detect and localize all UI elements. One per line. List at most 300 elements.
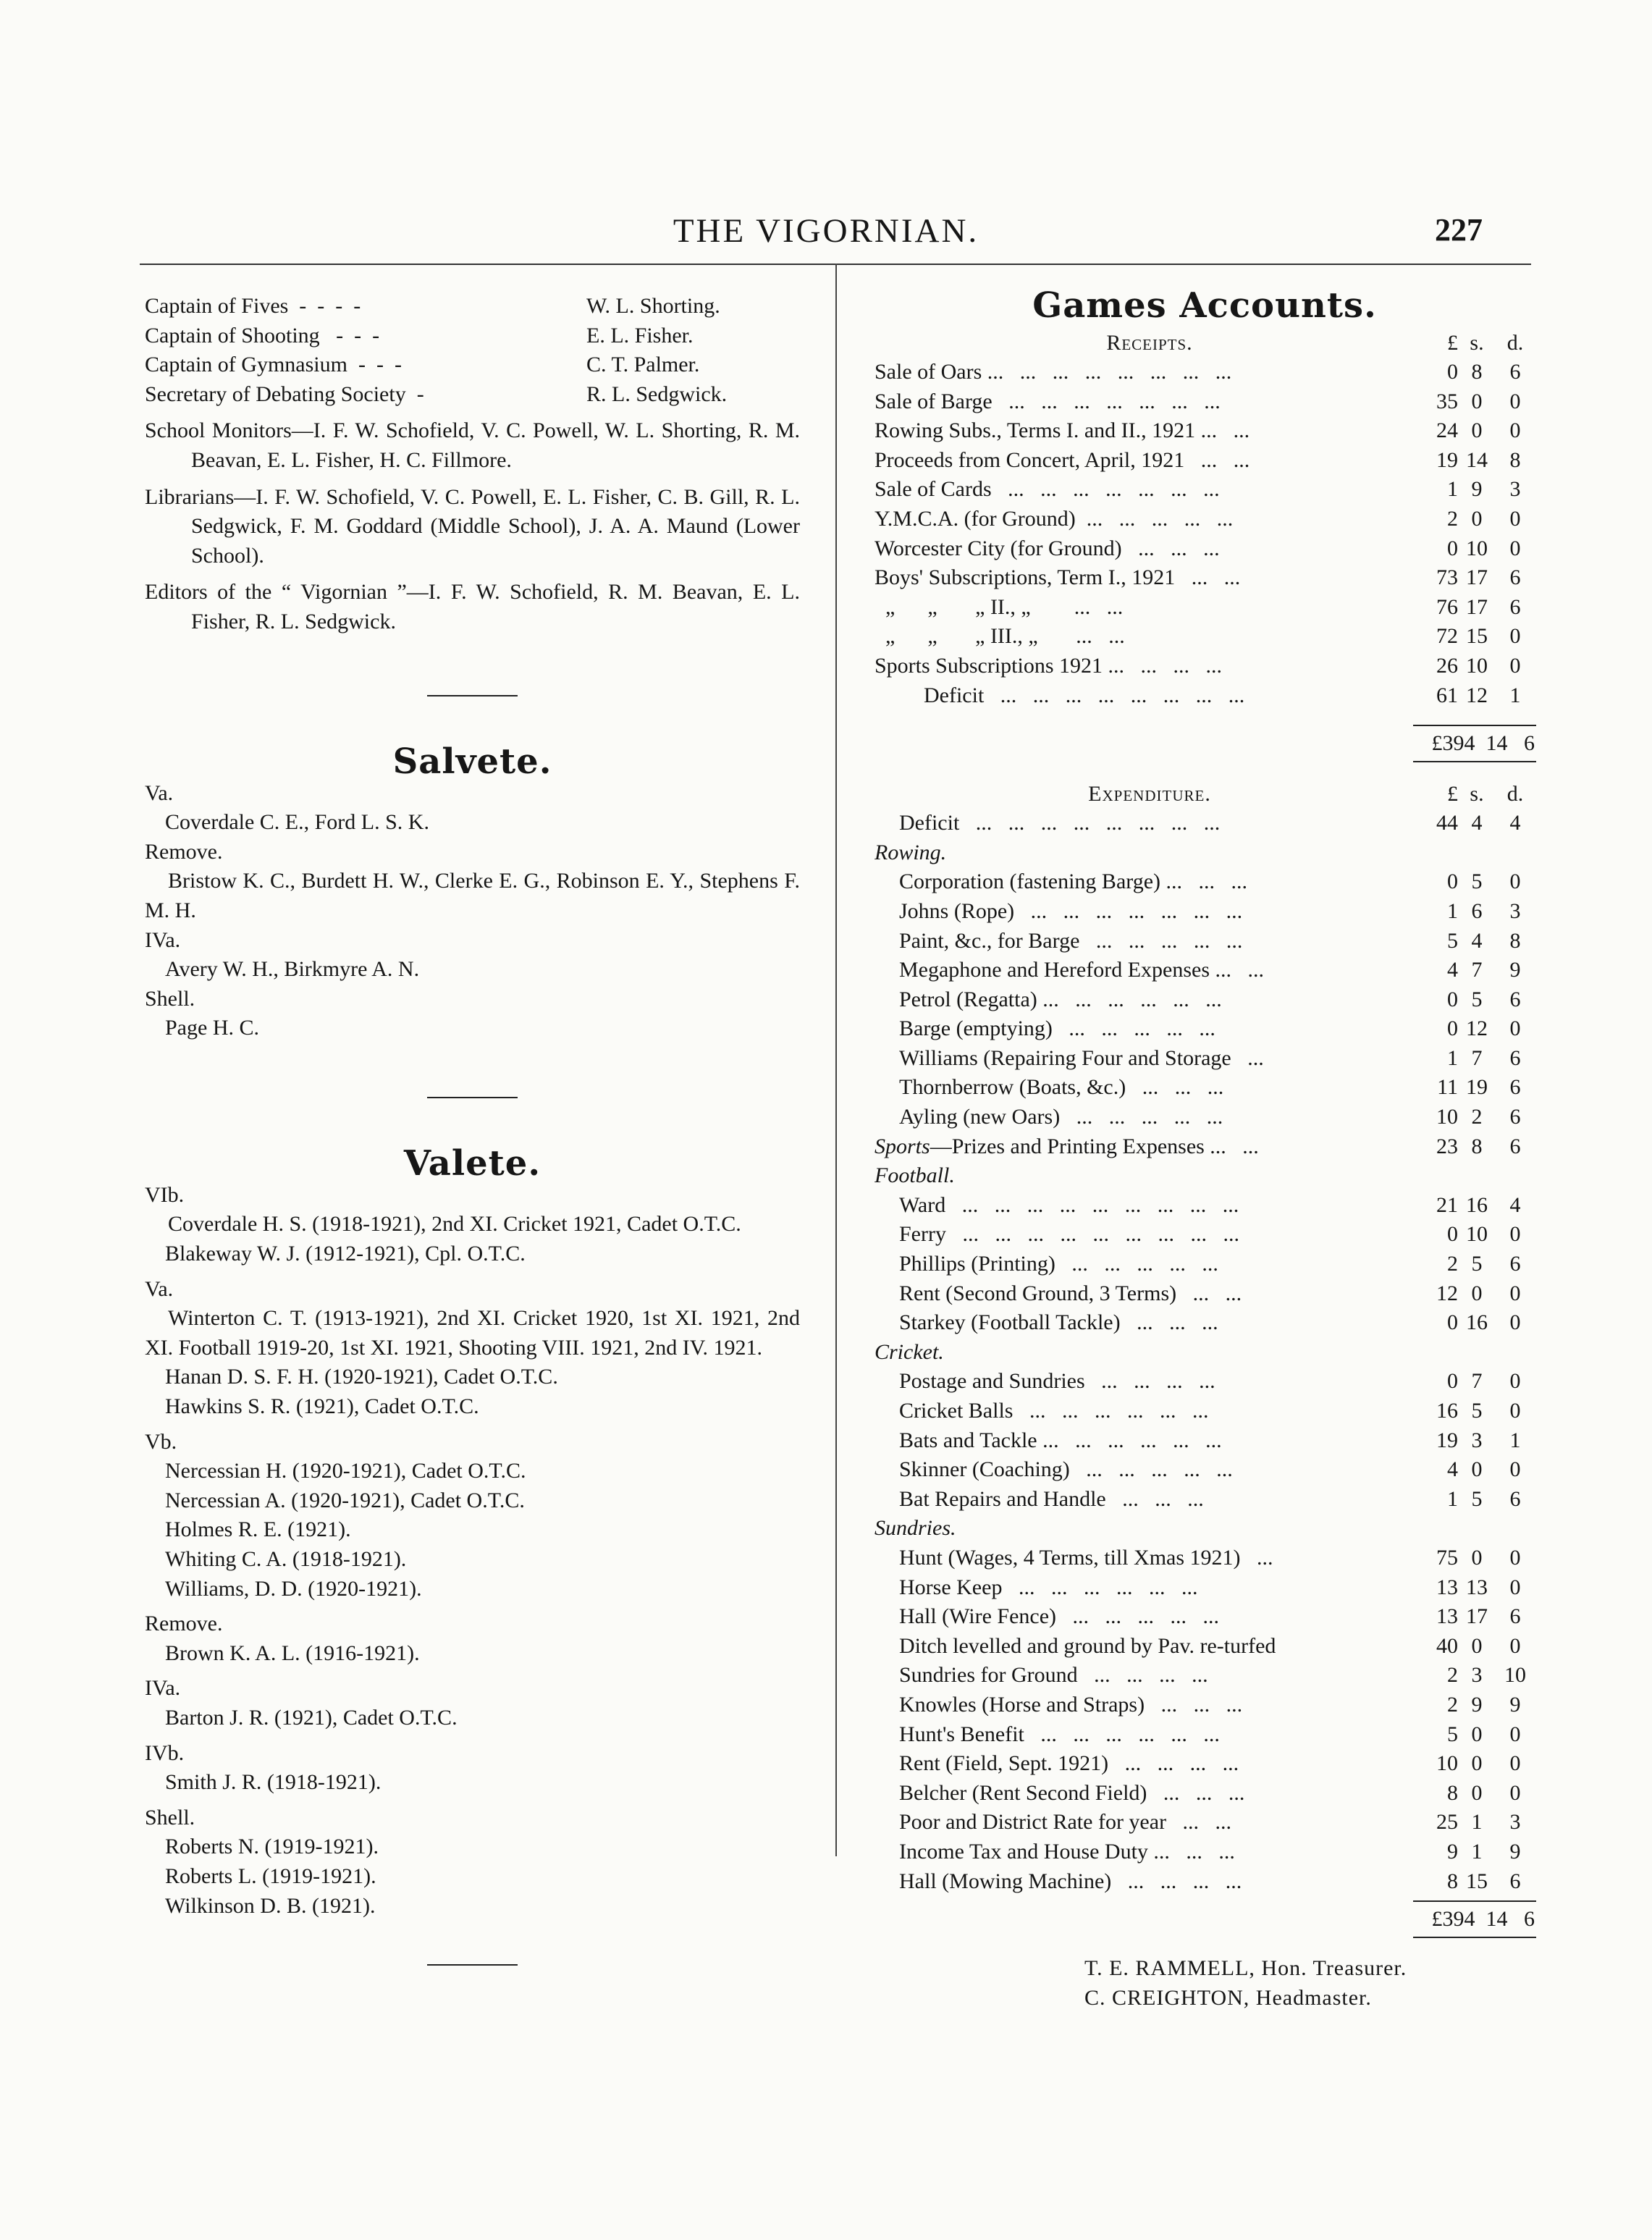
shillings-value: 13	[1466, 1575, 1488, 1599]
form-label: IVa.	[145, 1676, 181, 1701]
account-item-label: Hunt's Benefit ... ... ... ... ... ...	[899, 1722, 1220, 1746]
pounds-value: 73	[1436, 565, 1458, 590]
shillings-value: 0	[1471, 389, 1483, 413]
officer-row	[145, 380, 800, 410]
amount	[1410, 1426, 1535, 1456]
officer-role: Captain of Fives - - - -	[145, 294, 361, 318]
pence-value: 0	[1509, 389, 1521, 413]
form-label: VIb.	[145, 1182, 185, 1207]
shillings-value: 9	[1471, 477, 1483, 502]
account-item-label: Proceeds from Concert, April, 1921 ... ...	[875, 447, 1250, 472]
account-item-label: Corporation (fastening Barge) ... ... ...	[899, 870, 1248, 894]
account-item-label: Rowing.	[875, 840, 947, 864]
table-row	[875, 1808, 1535, 1837]
table-row	[875, 1749, 1535, 1779]
headmaster-signature: C. CREIGHTON, Headmaster.	[1084, 1985, 1372, 2010]
account-item-label: Rent (Second Ground, 3 Terms) ... ...	[899, 1281, 1242, 1305]
account-item-label: Williams (Repairing Four and Storage ...	[899, 1045, 1264, 1070]
amount	[1410, 358, 1535, 387]
pence-value: 9	[1509, 1692, 1521, 1717]
account-item-label: Sports Subscriptions 1921 ... ... ... ...	[875, 653, 1223, 678]
amount	[1410, 1279, 1535, 1309]
list-item: Bristow K. C., Burdett H. W., Clerke E. G., Robinson E. Y., Stephens F. M. H.	[145, 869, 800, 922]
table-row	[875, 1220, 1535, 1250]
amount	[1410, 1808, 1535, 1837]
amount	[1410, 867, 1535, 897]
shillings-value: 8	[1471, 360, 1483, 384]
table-row	[875, 534, 1535, 564]
shillings-value: 17	[1466, 565, 1488, 590]
valete-list	[145, 1181, 800, 1921]
pounds-value: 2	[1447, 1692, 1458, 1717]
list-item: Roberts L. (1919-1921).	[165, 1864, 376, 1888]
amount	[1410, 505, 1535, 534]
list-item: Whiting C. A. (1918-1921).	[165, 1547, 407, 1571]
amount	[1410, 1044, 1535, 1074]
officers-list	[145, 292, 800, 409]
table-row	[875, 1250, 1535, 1279]
pence-value: 8	[1509, 447, 1521, 472]
amount	[1410, 1544, 1535, 1573]
account-item-label: Barge (emptying) ... ... ... ... ...	[899, 1016, 1215, 1041]
pence-value: 0	[1509, 536, 1521, 560]
table-row	[875, 1397, 1535, 1426]
pounds-header: £	[1447, 331, 1458, 355]
amount	[1410, 1573, 1535, 1603]
shillings-value: 12	[1466, 683, 1488, 707]
list-item: Page H. C.	[165, 1016, 259, 1040]
officer-role: Secretary of Debating Society -	[145, 382, 424, 406]
form-label: Shell.	[145, 986, 195, 1011]
pence-header: d.	[1506, 782, 1524, 807]
amount	[1410, 416, 1535, 446]
officer-name: C. T. Palmer.	[586, 353, 700, 377]
pounds-value: 8	[1447, 1869, 1458, 1893]
table-row	[875, 956, 1535, 985]
pounds-value: 1	[1447, 1045, 1458, 1070]
account-item-label: Sale of Cards ... ... ... ... ... ... ...	[875, 477, 1220, 502]
pence-value: 1	[1509, 1428, 1521, 1452]
pounds-value: 1	[1447, 1486, 1458, 1511]
table-row	[875, 1573, 1535, 1603]
shillings-value: 0	[1471, 1633, 1483, 1658]
pounds-value: 10	[1436, 1751, 1458, 1776]
officer-name: W. L. Shorting.	[586, 294, 720, 318]
account-item-label: Deficit ... ... ... ... ... ... ... ...	[924, 683, 1245, 707]
pounds-value: 61	[1436, 683, 1458, 707]
table-row	[875, 1867, 1535, 1897]
amount	[1410, 1779, 1535, 1809]
amount	[1410, 1367, 1535, 1397]
pounds-value: 1	[1447, 898, 1458, 923]
pence-value: 0	[1509, 1751, 1521, 1776]
page-number: 227	[1435, 212, 1483, 248]
receipts-total: £394 14 6	[1431, 730, 1535, 755]
pounds-value: 19	[1436, 447, 1458, 472]
amount	[1410, 1455, 1535, 1485]
account-item-label: Hunt (Wages, 4 Terms, till Xmas 1921) ...	[899, 1545, 1273, 1570]
form-label: Remove.	[145, 1612, 223, 1636]
pounds-value: 9	[1447, 1839, 1458, 1864]
librarians-paragraph: Librarians—I. F. W. Schofield, V. C. Powell, E. L. Fisher, C. B. Gill, R. L. Sedgwick, F. M. Goddard (Middle School), J. A. A. Maund (Lower School).	[145, 484, 800, 568]
amount	[1410, 956, 1535, 985]
list-item: Coverdale C. E., Ford L. S. K.	[165, 810, 429, 835]
officer-role: Captain of Gymnasium - - -	[145, 353, 402, 377]
table-row	[875, 1632, 1535, 1662]
account-item-label: Hall (Mowing Machine) ... ... ... ...	[899, 1869, 1242, 1893]
account-item-label: Boys' Subscriptions, Term I., 1921 ... ...	[875, 565, 1241, 590]
pounds-value: 4	[1447, 958, 1458, 982]
shillings-value: 5	[1471, 870, 1483, 894]
pence-value: 0	[1509, 1722, 1521, 1746]
table-row	[875, 416, 1535, 446]
amount	[1410, 387, 1535, 417]
pounds-value: 0	[1447, 870, 1458, 894]
currency-headers	[1410, 329, 1535, 358]
shillings-value: 15	[1466, 624, 1488, 649]
expenditure-total-row	[875, 1902, 1535, 1937]
table-row	[875, 505, 1535, 534]
pence-value: 0	[1509, 1545, 1521, 1570]
pence-value: 0	[1509, 870, 1521, 894]
pence-value: 10	[1504, 1663, 1526, 1688]
account-item-label: Skinner (Coaching) ... ... ... ... ...	[899, 1457, 1233, 1482]
shillings-value: 15	[1466, 1869, 1488, 1893]
account-item-label: Sale of Oars ... ... ... ... ... ... ... ...	[875, 360, 1232, 384]
pence-value: 1	[1509, 683, 1521, 707]
account-item-label: Johns (Rope) ... ... ... ... ... ... ...	[899, 898, 1243, 923]
amount	[1410, 652, 1535, 681]
pounds-value: 4	[1447, 1457, 1458, 1482]
list-item: Roberts N. (1919-1921).	[165, 1835, 379, 1859]
pounds-value: 21	[1436, 1192, 1458, 1217]
pounds-value: 26	[1436, 653, 1458, 678]
table-row	[875, 1661, 1535, 1690]
pounds-value: 2	[1447, 1663, 1458, 1688]
account-item-label: Ward ... ... ... ... ... ... ... ... ...	[899, 1192, 1239, 1217]
account-item-label: Paint, &c., for Barge ... ... ... ... ...	[899, 928, 1243, 953]
pounds-value: 10	[1436, 1105, 1458, 1129]
officer-row	[145, 350, 800, 380]
shillings-value: 0	[1471, 1545, 1483, 1570]
pounds-value: 40	[1436, 1633, 1458, 1658]
shillings-value: 9	[1471, 1692, 1483, 1717]
pence-value: 6	[1509, 594, 1521, 619]
pounds-value: 5	[1447, 1722, 1458, 1746]
table-row	[875, 563, 1535, 593]
pounds-value: 11	[1437, 1075, 1458, 1100]
amount	[1410, 1250, 1535, 1279]
pence-value: 3	[1509, 477, 1521, 502]
pounds-value: 44	[1436, 811, 1458, 835]
pence-value: 6	[1509, 1604, 1521, 1629]
account-item-label: Phillips (Printing) ... ... ... ... ...	[899, 1252, 1218, 1276]
shillings-value: 7	[1471, 1369, 1483, 1394]
shillings-value: 1	[1471, 1810, 1483, 1835]
account-item-label: Ayling (new Oars) ... ... ... ... ...	[899, 1105, 1223, 1129]
account-item-label: Thornberrow (Boats, &c.) ... ... ...	[899, 1075, 1224, 1100]
pence-value: 0	[1509, 624, 1521, 649]
amount	[1410, 446, 1535, 476]
pounds-value: 25	[1436, 1810, 1458, 1835]
currency-headers	[1410, 780, 1535, 809]
pounds-value: 0	[1447, 1222, 1458, 1247]
shillings-value: 12	[1466, 1016, 1488, 1041]
left-column	[145, 292, 800, 1966]
pounds-value: 8	[1447, 1780, 1458, 1805]
pounds-value: 13	[1436, 1604, 1458, 1629]
pounds-header: £	[1447, 782, 1458, 807]
table-row	[875, 1132, 1535, 1162]
shillings-value: 2	[1471, 1105, 1483, 1129]
pence-value: 6	[1509, 1486, 1521, 1511]
pence-value: 3	[1509, 1810, 1521, 1835]
table-row	[875, 1161, 1535, 1191]
table-row	[875, 593, 1535, 623]
amount	[1410, 1485, 1535, 1515]
amount	[1410, 1632, 1535, 1662]
account-item-label: Football.	[875, 1163, 955, 1188]
account-item-label: Worcester City (for Ground) ... ... ...	[875, 536, 1220, 560]
table-row	[875, 1338, 1535, 1368]
pence-value: 0	[1509, 1281, 1521, 1305]
account-item-label: Rowing Subs., Terms I. and II., 1921 ... ...	[875, 418, 1250, 443]
list-item: Coverdale H. S. (1918-1921), 2nd XI. Cricket 1921, Cadet O.T.C.	[168, 1212, 741, 1237]
form-label: Vb.	[145, 1429, 177, 1454]
account-item-label: Deficit ... ... ... ... ... ... ... ...	[899, 811, 1221, 835]
pence-value: 6	[1509, 360, 1521, 384]
pence-value: 6	[1509, 1105, 1521, 1129]
amount	[1410, 1191, 1535, 1221]
running-title: THE VIGORNIAN.	[673, 212, 979, 250]
amount	[1410, 534, 1535, 564]
pounds-value: 5	[1447, 928, 1458, 953]
account-item-label: Horse Keep ... ... ... ... ... ...	[899, 1575, 1198, 1599]
table-row	[875, 1426, 1535, 1456]
table-row	[875, 652, 1535, 681]
amount	[1410, 1014, 1535, 1044]
amount	[1410, 622, 1535, 652]
pence-value: 9	[1509, 958, 1521, 982]
pounds-value: 12	[1436, 1281, 1458, 1305]
list-item: Winterton C. T. (1913-1921), 2nd XI. Cricket 1920, 1st XI. 1921, 2nd XI. Football 1919-20, 1st XI. 1921, Shooting VIII. 1921, 2nd IV. 1921.	[145, 1306, 800, 1360]
table-row	[875, 1308, 1535, 1338]
pence-value: 0	[1509, 418, 1521, 443]
pounds-value: 72	[1436, 624, 1458, 649]
account-item-label: Cricket Balls ... ... ... ... ... ...	[899, 1399, 1209, 1423]
shillings-value: 5	[1471, 1486, 1483, 1511]
table-row	[875, 1690, 1535, 1720]
pence-value: 9	[1509, 1839, 1521, 1864]
table-row	[875, 1837, 1535, 1867]
receipts-total-row	[875, 726, 1535, 761]
receipts-header-row	[875, 329, 1535, 358]
pence-value: 8	[1509, 928, 1521, 953]
amount	[1410, 1661, 1535, 1690]
pounds-value: 0	[1447, 987, 1458, 1011]
pence-value: 3	[1509, 898, 1521, 923]
table-row	[875, 622, 1535, 652]
account-item-label: Hall (Wire Fence) ... ... ... ... ...	[899, 1604, 1220, 1629]
salvete-list	[145, 779, 800, 1043]
table-row	[875, 809, 1535, 838]
table-row	[875, 1485, 1535, 1515]
pence-value: 6	[1509, 565, 1521, 590]
table-row	[875, 1455, 1535, 1485]
account-item-label: Megaphone and Hereford Expenses ... ...	[899, 958, 1265, 982]
account-item-label: Petrol (Regatta) ... ... ... ... ... ...	[899, 987, 1222, 1011]
amount	[1410, 1073, 1535, 1103]
expenditure-header-row	[875, 780, 1535, 809]
account-item-label: Postage and Sundries ... ... ... ...	[899, 1369, 1215, 1394]
account-item-label: Income Tax and House Duty ... ... ...	[899, 1839, 1235, 1864]
shillings-value: 4	[1471, 811, 1483, 835]
shillings-value: 10	[1466, 536, 1488, 560]
table-row	[875, 1779, 1535, 1809]
pence-value: 6	[1509, 1252, 1521, 1276]
form-label: Remove.	[145, 839, 223, 864]
shillings-value: 0	[1471, 1457, 1483, 1482]
receipts-heading: Receipts.	[1106, 331, 1193, 355]
amount	[1410, 475, 1535, 505]
list-item: Wilkinson D. B. (1921).	[165, 1893, 376, 1918]
amount	[1410, 1749, 1535, 1779]
pence-value: 0	[1509, 1399, 1521, 1423]
pence-value: 6	[1509, 1134, 1521, 1158]
pence-value: 0	[1509, 1780, 1521, 1805]
shillings-value: 4	[1471, 928, 1483, 953]
expenditure-table	[875, 809, 1535, 1896]
account-item-label: Ferry ... ... ... ... ... ... ... ... ...	[899, 1222, 1239, 1247]
shillings-value: 17	[1466, 594, 1488, 619]
shillings-value: 5	[1471, 987, 1483, 1011]
officer-row	[145, 292, 800, 321]
list-item: Hanan D. S. F. H. (1920-1921), Cadet O.T.C.	[165, 1365, 558, 1389]
account-item-label: Sundries.	[875, 1516, 956, 1541]
pence-value: 4	[1509, 811, 1521, 835]
shillings-value: 7	[1471, 1045, 1483, 1070]
account-item-label: „ „ „ III., „ ... ...	[875, 624, 1125, 649]
pounds-value: 16	[1436, 1399, 1458, 1423]
pence-value: 0	[1509, 1457, 1521, 1482]
table-row	[875, 1720, 1535, 1750]
account-item-label: Bat Repairs and Handle ... ... ...	[899, 1486, 1204, 1511]
table-row	[875, 867, 1535, 897]
pounds-value: 0	[1447, 1016, 1458, 1041]
shillings-value: 0	[1471, 1751, 1483, 1776]
table-row	[875, 1044, 1535, 1074]
table-row	[875, 1602, 1535, 1632]
pence-value: 0	[1509, 1016, 1521, 1041]
amount	[1410, 1720, 1535, 1750]
table-row	[875, 446, 1535, 476]
shillings-value: 14	[1466, 447, 1488, 472]
right-column	[875, 284, 1535, 2013]
table-row	[875, 927, 1535, 956]
shillings-value: 16	[1466, 1192, 1488, 1217]
pence-value: 0	[1509, 653, 1521, 678]
amount	[1410, 897, 1535, 927]
shillings-value: 1	[1471, 1839, 1483, 1864]
shillings-header: s.	[1470, 782, 1484, 807]
shillings-value: 16	[1466, 1310, 1488, 1335]
account-item-label: Sports—Prizes and Printing Expenses ... ...	[875, 1134, 1259, 1158]
amount	[1410, 563, 1535, 593]
form-label: IVb.	[145, 1740, 185, 1765]
account-item-label: Bats and Tackle ... ... ... ... ... ...	[899, 1428, 1222, 1452]
amount	[1410, 1602, 1535, 1632]
form-label: Va.	[145, 1276, 174, 1301]
table-row	[875, 1073, 1535, 1103]
shillings-value: 10	[1466, 653, 1488, 678]
table-row	[875, 1103, 1535, 1132]
form-label: Shell.	[145, 1805, 195, 1830]
shillings-value: 0	[1471, 1281, 1483, 1305]
table-row	[875, 1014, 1535, 1044]
table-row	[875, 1367, 1535, 1397]
section-rule	[427, 1964, 518, 1966]
pounds-value: 0	[1447, 536, 1458, 560]
account-item-label: Belcher (Rent Second Field) ... ... ...	[899, 1780, 1245, 1805]
pounds-value: 2	[1447, 506, 1458, 531]
table-row	[875, 1544, 1535, 1573]
pounds-value: 75	[1436, 1545, 1458, 1570]
account-item-label: Cricket.	[875, 1339, 944, 1364]
account-item-label: Starkey (Football Tackle) ... ... ...	[899, 1310, 1218, 1335]
table-row	[875, 475, 1535, 505]
pounds-value: 0	[1447, 360, 1458, 384]
editors-paragraph: Editors of the “ Vigornian ”—I. F. W. Schofield, R. M. Beavan, E. L. Fisher, R. L. Sedgwick.	[145, 580, 800, 633]
account-item-label: Knowles (Horse and Straps) ... ... ...	[899, 1692, 1243, 1717]
games-accounts-heading: Games Accounts.	[1032, 285, 1377, 326]
table-row	[875, 897, 1535, 927]
list-item: Smith J. R. (1918-1921).	[165, 1770, 382, 1795]
pence-value: 0	[1509, 1369, 1521, 1394]
amount	[1410, 1308, 1535, 1338]
amount	[1410, 927, 1535, 956]
table-row	[875, 1279, 1535, 1309]
expenditure-heading: Expenditure.	[1088, 782, 1211, 807]
amount	[1410, 593, 1535, 623]
pence-header: d.	[1506, 331, 1524, 355]
pence-value: 4	[1509, 1192, 1521, 1217]
shillings-value: 0	[1471, 1780, 1483, 1805]
account-item-label: Ditch levelled and ground by Pav. re-turfed	[899, 1633, 1276, 1658]
shillings-value: 3	[1471, 1663, 1483, 1688]
account-item-label: Rent (Field, Sept. 1921) ... ... ... ...	[899, 1751, 1239, 1776]
form-label: Va.	[145, 780, 174, 805]
shillings-value: 0	[1471, 506, 1483, 531]
officer-row	[145, 321, 800, 351]
pence-value: 0	[1509, 1575, 1521, 1599]
pounds-value: 19	[1436, 1428, 1458, 1452]
account-item-label: Sale of Barge ... ... ... ... ... ... ...	[875, 389, 1221, 413]
pounds-value: 35	[1436, 389, 1458, 413]
pounds-value: 0	[1447, 1310, 1458, 1335]
salvete-heading: Salvete.	[392, 741, 552, 782]
shillings-value: 5	[1471, 1252, 1483, 1276]
receipts-table	[875, 358, 1535, 710]
pounds-value: 1	[1447, 477, 1458, 502]
list-item: Nercessian A. (1920-1921), Cadet O.T.C.	[165, 1488, 525, 1512]
pence-value: 6	[1509, 1075, 1521, 1100]
officer-name: E. L. Fisher.	[586, 323, 694, 348]
pounds-value: 13	[1436, 1575, 1458, 1599]
amount	[1410, 985, 1535, 1015]
school-monitors-paragraph: School Monitors—I. F. W. Schofield, V. C. Powell, W. L. Shorting, R. M. Beavan, E. L. Fisher, H. C. Fillmore.	[145, 418, 800, 472]
pence-value: 0	[1509, 1222, 1521, 1247]
pence-value: 0	[1509, 1310, 1521, 1335]
